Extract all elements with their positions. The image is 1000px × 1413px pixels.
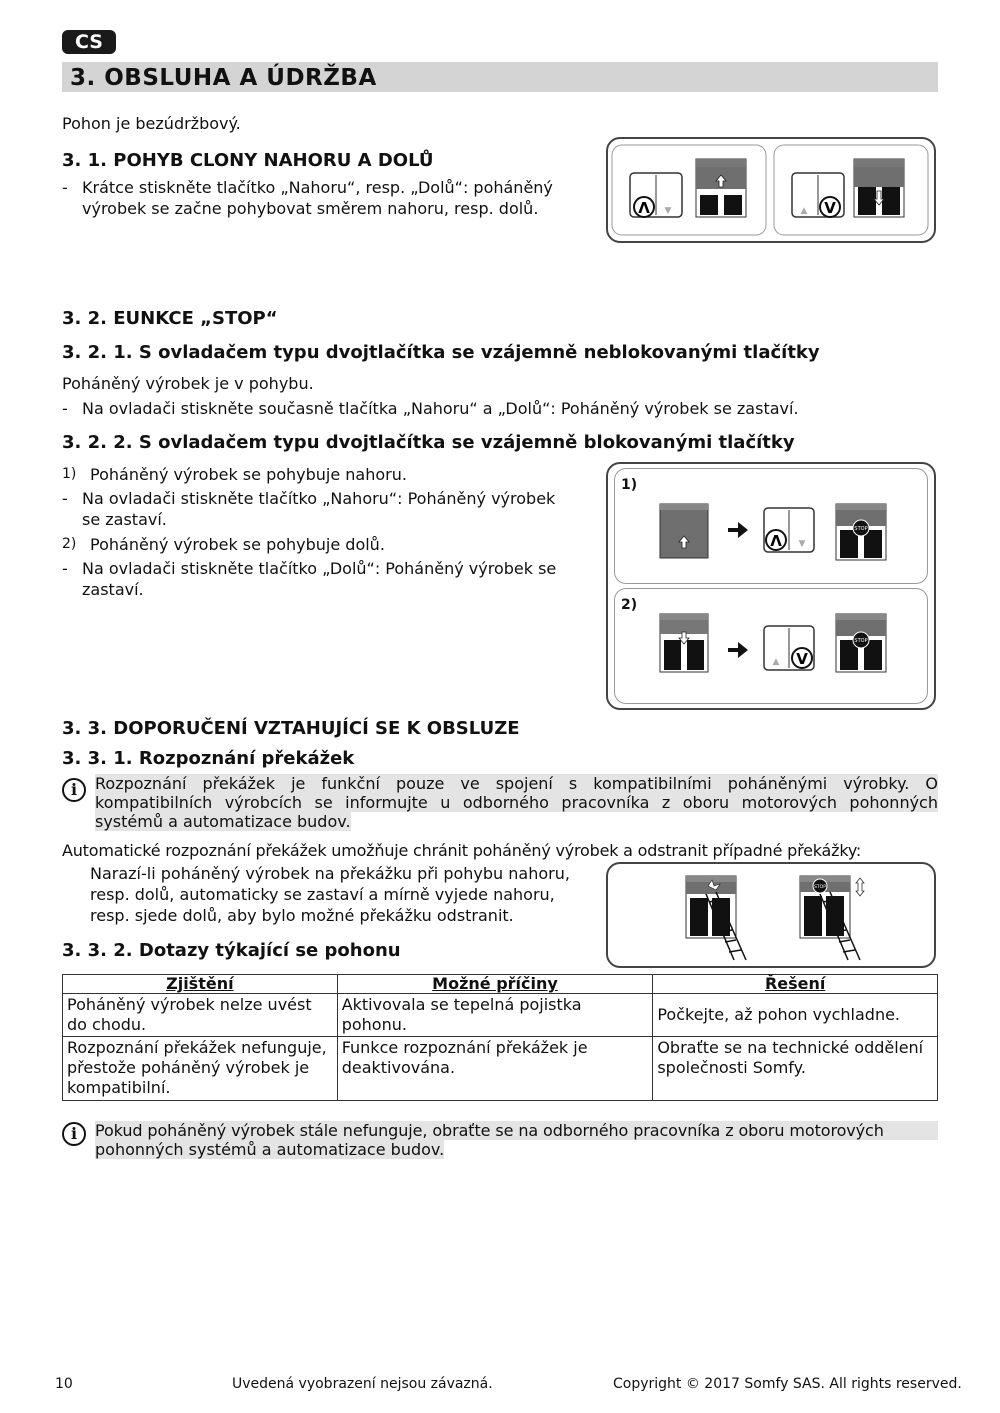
info-note-2-line1: Pokud poháněný výrobek stále nefunguje, obraťte se na odborného pracovníka z oboru motorových [95,1121,938,1140]
list-number-1: 1) [62,466,77,482]
language-badge: CS [62,30,116,54]
figure-obstacle [606,862,936,968]
table-header-solution: Řešení [653,975,938,994]
bullet-1-line2: se zastaví. [82,510,167,529]
remote-down-press-icon [764,626,814,670]
text-3-2-1-line2: Na ovladači stiskněte současně tlačítka „Nahoru“ a „Dolů“: Poháněný výrobek se zastaví. [82,399,799,418]
heading-3-1: 3. 1. POHYB CLONY NAHORU A DOLŮ [62,150,434,171]
svg-text:▼: ▼ [664,206,672,216]
footer-note: Uvedená vyobrazení nejsou závazná. [232,1376,493,1392]
shutter-moving-down-icon [660,614,708,672]
shutter-moving-up-icon [660,504,708,558]
svg-text:▼: ▼ [798,539,806,549]
bullet-2-line2: zastaví. [82,580,144,599]
heading-3-2-2: 3. 2. 2. S ovladačem typu dvojtlačítka se vzájemně blokovanými tlačítky [62,432,795,453]
remote-up-press-icon [764,508,814,552]
arrow-right-icon-2 [728,642,748,658]
arrow-right-icon [728,522,748,538]
detection-line2: resp. dolů, automaticky se zastaví a mírně vyjede nahoru, [90,885,555,904]
text-3-2-1-line1: Poháněný výrobek je v pohybu. [62,374,314,393]
stop-text-3: STOP [814,885,826,890]
troubleshooting-table [62,974,938,1101]
detection-line1: Narazí-li poháněný výrobek na překážku při pohybu nahoru, [90,864,570,883]
svg-text:Λ: Λ [770,532,782,550]
remote-down-icon [792,173,844,217]
info-note-2-line2: pohonných systémů a automatizace budov. [95,1140,445,1159]
svg-text:Λ: Λ [638,199,650,217]
shutter-obstacle-stop-icon [800,876,864,938]
table-cell: Rozpoznání překážek nefunguje, přestože poháněný výrobek je kompatibilní. [63,1037,338,1101]
shutter-stopped-icon-2 [836,614,886,672]
text-3-2-1-line2-wrap: - Na ovladači stiskněte současně tlačítka „Nahoru“ a „Dolů“: Poháněný výrobek se zastaví. [62,399,799,418]
list-item-1: Poháněný výrobek se pohybuje nahoru. [90,465,407,484]
info-note-1 [95,774,938,831]
svg-text:V: V [824,199,836,217]
figure-label-2: 2) [621,597,638,613]
info-note-1-line1: Rozpoznání překážek je funkční pouze ve spojení s kompatibilními poháněnými výrobky. O [95,774,938,793]
table-header-row [63,975,938,994]
table-cell: Poháněný výrobek nelze uvést do chodu. [63,994,338,1037]
figure-stop-svg [608,464,934,708]
shutter-up-icon [696,159,746,217]
svg-text:▲: ▲ [772,657,780,667]
page-number: 10 [55,1376,73,1392]
detection-paragraph [90,863,600,926]
info-note-1-line2: kompatibilních výrobcích se informujte u odborného pracovníka z oboru motorových pohonných [95,793,938,812]
auto-detection-text: Automatické rozpoznání překážek umožňuje chránit poháněný výrobek a odstranit případné překážky: [62,841,862,860]
table-header-finding: Zjištění [63,975,338,994]
heading-3-3: 3. 3. DOPORUČENÍ VZTAHUJÍCÍ SE K OBSLUZE [62,718,520,739]
remote-up-icon [630,173,682,217]
figure-obstacle-svg [608,864,934,966]
table-cell: Obraťte se na technické oddělení společnosti Somfy. [653,1037,938,1101]
info-note-2 [95,1121,938,1159]
heading-3-3-2: 3. 3. 2. Dotazy týkající se pohonu [62,940,401,961]
text-3-1-line2: výrobek se začne pohybovat směrem nahoru, resp. dolů. [82,199,539,218]
figure-up-down [606,137,936,243]
figure-label-1: 1) [621,477,638,493]
figure-stop [606,462,936,710]
table-header-causes: Možné příčiny [337,975,653,994]
text-3-1: - Krátce stiskněte tlačítko „Nahoru“, resp. „Dolů“: poháněný výrobek se začne pohybovat směrem nahoru, resp. dolů. [62,177,602,219]
footer-copyright: Copyright © 2017 Somfy SAS. All rights reserved. [613,1376,962,1392]
list-number-2: 2) [62,536,77,552]
svg-text:V: V [796,650,808,668]
table-cell: Funkce rozpoznání překážek je deaktivována. [337,1037,653,1101]
bullet-1-line1: Na ovladači stiskněte tlačítko „Nahoru“: Poháněný výrobek [82,489,556,508]
heading-3-3-1: 3. 3. 1. Rozpoznání překážek [62,748,355,769]
heading-3-2-1: 3. 2. 1. S ovladačem typu dvojtlačítka se vzájemně neblokovanými tlačítky [62,342,820,363]
heading-3-2: 3. 2. EUNKCE „STOP“ [62,308,278,329]
info-icon-2: i [62,1122,86,1146]
intro-text: Pohon je bezúdržbový. [62,114,241,133]
table-row [63,1037,938,1101]
info-note-1-line3: systémů a automatizace budov. [95,812,351,831]
bullet-2-line1: Na ovladači stiskněte tlačítko „Dolů“: Poháněný výrobek se [82,559,557,578]
svg-text:▲: ▲ [800,206,808,216]
figure-up-down-svg [608,139,934,241]
detection-line3: resp. sjede dolů, aby bylo možné překážku odstranit. [90,906,514,925]
shutter-stopped-icon [836,504,886,560]
section-title: 3. OBSLUHA A ÚDRŽBA [70,65,377,91]
list-3-2-2: 1) Poháněný výrobek se pohybuje nahoru. - Na ovladači stiskněte tlačítko „Nahoru“: Poháněný výrobek se zastaví. 2) Poháněný výrobek se pohybuje dolů. - Na ovladači stiskněte tlačítko „Dolů“: Poháněný výrobek se zastaví. [62,464,602,600]
table-cell: Aktivovala se tepelná pojistka pohonu. [337,994,653,1037]
table-row [63,994,938,1037]
list-item-2: Poháněný výrobek se pohybuje dolů. [90,535,385,554]
stop-text-1: STOP [854,526,868,532]
table-cell: Počkejte, až pohon vychladne. [653,994,938,1037]
stop-text-2: STOP [854,638,868,644]
info-icon: i [62,778,86,802]
shutter-down-icon [854,159,904,217]
text-3-1-line1: Krátce stiskněte tlačítko „Nahoru“, resp. „Dolů“: poháněný [82,178,553,197]
